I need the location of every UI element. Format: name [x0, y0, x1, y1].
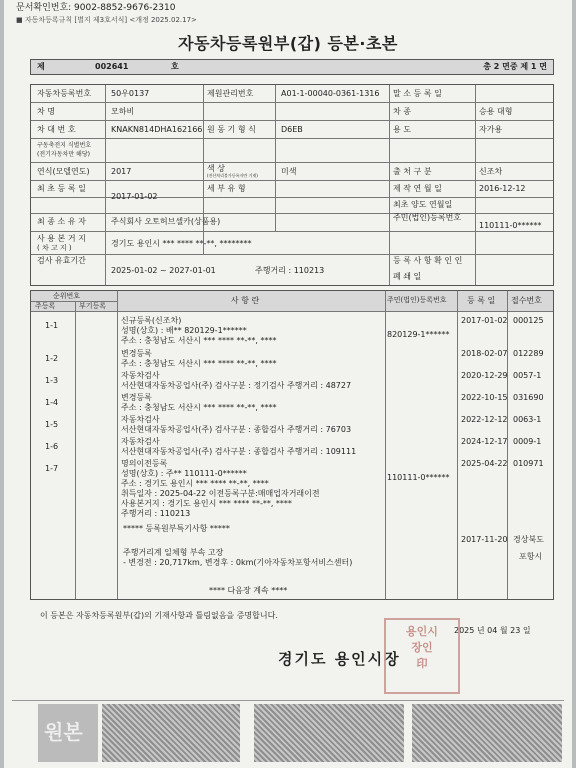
history-id: 820129-1****** — [387, 330, 450, 339]
device-sub: (전기자동차만 해당) — [37, 151, 90, 158]
history-line: 서산현대자동차공업사(주) 검사구분 : 종합검사 주행거리 : 76703 — [121, 425, 352, 434]
name-label: 차 명 — [37, 107, 55, 116]
owner-label: 최 종 소 유 자 — [37, 217, 86, 226]
page-count: 총 2 면중 제 1 면 — [483, 62, 547, 71]
history-rcpt: 0057-1 — [513, 371, 542, 380]
history-line: 자동차검사 — [121, 437, 160, 446]
car-kind: 승용 대형 — [479, 107, 513, 116]
number-label: 제 — [37, 62, 45, 71]
watermark-box — [38, 704, 98, 762]
history-line: 신규등록(신조차) — [121, 316, 182, 325]
security-pattern-2 — [254, 704, 404, 762]
item-header: 사 항 란 — [231, 296, 260, 305]
history-line: 사용본거지 : 경기도 용인시 *** **** **-**, **** — [121, 499, 292, 508]
vehicle-info-table — [30, 84, 554, 286]
reg-no-label: 자동차등록번호 — [37, 89, 92, 98]
history-seq: 1-7 — [45, 464, 59, 473]
history-seq: 1-2 — [45, 354, 59, 363]
kind-label: 차 종 — [393, 107, 411, 116]
erase-label: 말 소 등 록 일 — [393, 89, 442, 98]
origin-label: 출 처 구 분 — [393, 167, 432, 176]
number-suffix: 호 — [171, 62, 179, 71]
history-date: 2025-04-22 — [461, 459, 508, 468]
color: 미색 — [281, 167, 297, 176]
reg-no: 50우0137 — [111, 89, 150, 98]
vin: KNAKN814DHA162166 — [111, 125, 203, 134]
history-line: 취득일자 : 2025-04-22 이전등록구분:매매업자거래이전 — [121, 489, 320, 498]
history-seq: 1-4 — [45, 398, 59, 407]
certification-text: 이 등본은 자동차등록원부(갑)의 기재사항과 틀림없음을 증명합니다. — [40, 611, 278, 620]
number-strip — [30, 59, 554, 75]
inspect-period: 2025-01-02 ~ 2027-01-01 — [111, 266, 216, 275]
doc-number: 002641 — [95, 62, 129, 71]
issuer: 경기도 용인시장 — [278, 650, 401, 668]
history-line: 자동차검사 — [121, 371, 160, 380]
ctrl-no: A01-1-00040-0361-1316 — [281, 89, 380, 98]
first-reg-label: 최 초 등 록 일 — [37, 184, 86, 193]
made-label: 제 작 연 월 일 — [393, 184, 442, 193]
vin-label: 차 대 번 호 — [37, 125, 76, 134]
history-seq: 1-5 — [45, 420, 59, 429]
owner: 주식회사 오토허브셀카(상품용) — [111, 217, 221, 226]
watermark: 원본 — [44, 720, 83, 744]
made-date: 2016-12-12 — [479, 184, 526, 193]
extra-date: 2017-11-20 — [461, 535, 508, 544]
history-date: 2024-12-17 — [461, 437, 508, 446]
addr-label: 사 용 본 거 지 — [37, 234, 86, 243]
history-date: 2020-12-29 — [461, 371, 508, 380]
history-line: 주소 : 충청남도 서산시 *** **** **-**, **** — [121, 336, 277, 345]
device-label: 구동축전지 식별번호 — [37, 142, 92, 149]
security-pattern-1 — [102, 704, 240, 762]
close-label: 폐 쇄 일 — [393, 272, 422, 281]
addr-sub: ( 차 고 지 ) — [37, 244, 72, 252]
history-date: 2022-12-12 — [461, 415, 508, 424]
history-line: 성명(상호) : 주** 110111-0****** — [121, 469, 247, 478]
confirm-label: 등 록 사 항 확 인 인 — [393, 256, 463, 265]
id-header: 주민(법인)등록번호 — [387, 296, 447, 304]
extra-title: ***** 등록원부특기사항 ***** — [123, 524, 230, 533]
history-date: 2022-10-15 — [461, 393, 508, 402]
history-date: 2018-02-07 — [461, 349, 508, 358]
color-label: 색 상 — [207, 164, 225, 173]
security-pattern-3 — [412, 704, 562, 762]
history-rcpt: 000125 — [513, 316, 544, 325]
history-line: 주소 : 충청남도 서산시 *** **** **-**, **** — [121, 403, 277, 412]
main-reg-header: 주등록 — [35, 302, 56, 310]
extra-line-1: 주행거리계 일체형 부속 고장 — [123, 548, 224, 557]
history-line: 주소 : 충청남도 서산시 *** **** **-**, **** — [121, 359, 277, 368]
ctrl-label: 제원관리번호 — [207, 89, 254, 98]
history-line: 자동차검사 — [121, 415, 160, 424]
document-page — [4, 0, 572, 768]
official-seal: 용인시 장인 印 — [384, 618, 460, 694]
history-rcpt: 031690 — [513, 393, 544, 402]
history-table — [30, 290, 554, 600]
history-rcpt: 0009-1 — [513, 437, 542, 446]
rcpt-header: 접수번호 — [511, 296, 542, 305]
extra-rcpt-1: 경상북도 — [513, 535, 544, 544]
extra-line-2: - 변경전 : 20,717km, 변경후 : 0km(기아자동차포항서비스센터) — [123, 558, 353, 567]
history-line: 성명(상호) : 배** 820129-1****** — [121, 326, 247, 335]
bizno-label: 주민(법인)등록번호 — [393, 213, 462, 222]
mileage: 주행거리 : 110213 — [255, 266, 325, 275]
seq-header: 순위번호 — [53, 292, 81, 300]
regulation-note: ■ 자동차등록규칙 [별지 제3호서식] <개정 2025.02.17> — [16, 16, 197, 24]
color-note: (전산처리불가등록자만 기재) — [207, 173, 258, 178]
bizno: 110111-0****** — [479, 221, 542, 230]
history-line: 서산현대자동차공업사(주) 검사구분 : 종합검사 주행거리 : 109111 — [121, 447, 357, 456]
history-rcpt: 010971 — [513, 459, 544, 468]
extra-rcpt-2: 포항시 — [519, 552, 543, 561]
use-label: 용 도 — [393, 125, 411, 134]
next-page-note: **** 다음장 계속 **** — [209, 586, 288, 595]
cert-date: 2025 년 04 월 23 일 — [454, 626, 531, 635]
year-label: 연식(모델연도) — [37, 167, 90, 176]
date-header: 등 록 일 — [467, 296, 496, 305]
inspect-label: 검사 유효기간 — [37, 256, 86, 265]
model-year: 2017 — [111, 167, 132, 176]
detail-label: 세 부 유 형 — [207, 184, 246, 193]
engine: D6EB — [281, 125, 303, 134]
history-line: 명의이전등록 — [121, 459, 168, 468]
history-line: 변경등록 — [121, 349, 152, 358]
history-line: 변경등록 — [121, 393, 152, 402]
first-reg-date: 2017-01-02 — [111, 192, 158, 201]
history-date: 2017-01-02 — [461, 316, 508, 325]
history-seq: 1-1 — [45, 321, 59, 330]
history-rcpt: 012289 — [513, 349, 544, 358]
page-title: 자동차등록원부(갑) 등본·초본 — [178, 34, 398, 53]
history-rcpt: 0063-1 — [513, 415, 542, 424]
history-line: 주소 : 경기도 용인시 *** **** **-**, **** — [121, 479, 269, 488]
history-line: 서산현대자동차공업사(주) 검사구분 : 정기검사 주행거리 : 48727 — [121, 381, 352, 390]
doc-confirm-number: 문서확인번호: 9002-8852-9676-2310 — [16, 3, 176, 13]
car-name: 모하비 — [111, 107, 135, 116]
address: 경기도 용인시 *** **** **-**, ******** — [111, 239, 252, 248]
transfer-label: 최초 양도 연월일 — [393, 200, 453, 209]
history-id: 110111-0****** — [387, 473, 450, 482]
sub-reg-header: 부기등록 — [79, 302, 107, 310]
history-seq: 1-3 — [45, 376, 59, 385]
history-seq: 1-6 — [45, 442, 59, 451]
use: 자가용 — [479, 125, 503, 134]
history-line: 주행거리 : 110213 — [121, 509, 191, 518]
engine-label: 원 동 기 형 식 — [207, 125, 256, 134]
origin: 신조차 — [479, 167, 503, 176]
